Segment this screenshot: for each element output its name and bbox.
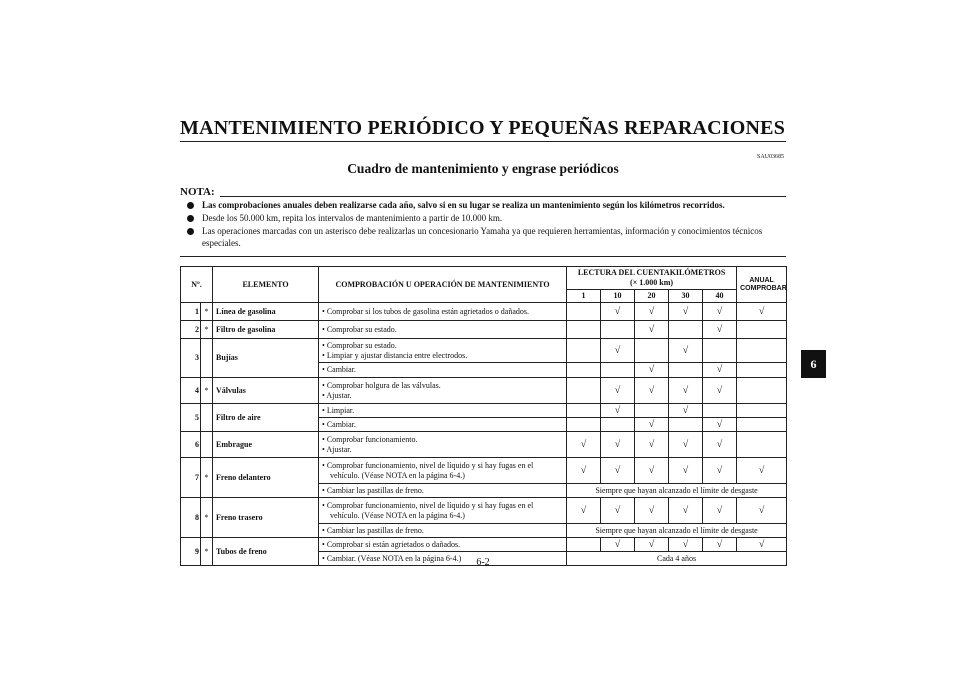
col-header-comprobacion (319, 267, 567, 303)
row-element: Filtro de gasolina (213, 321, 319, 339)
check-cell (669, 321, 703, 339)
nota-bullet (180, 199, 786, 211)
check-mark: √ (635, 418, 669, 432)
check-cell (669, 363, 703, 378)
check-mark: √ (601, 432, 635, 458)
check-mark: √ (669, 538, 703, 552)
nota-bullet-text: Las comprobaciones anuales deben realizarse cada año, salvo si en su lugar se realiza un mantenimiento según los kilómetros recorridos. (202, 200, 725, 210)
row-operation (319, 432, 567, 458)
row-operation: • Comprobar si están agrietados o dañados. (319, 538, 567, 552)
check-cell (567, 404, 601, 418)
check-cell (635, 339, 669, 363)
check-mark: √ (635, 303, 669, 321)
nota-bullets (180, 199, 786, 250)
row-number: 4 (181, 378, 201, 404)
page-number: 6-2 (476, 557, 490, 568)
asterisk-mark: * (201, 321, 213, 339)
row-operation (319, 378, 567, 404)
row-operation: • Comprobar si los tubos de gasolina están agrietados o dañados. (319, 303, 567, 321)
check-cell (737, 418, 787, 432)
check-cell (567, 378, 601, 404)
col-header-lectura-text: LECTURA DEL CUENTAKILÓMETROS (577, 268, 726, 277)
check-mark: √ (703, 538, 737, 552)
row-operation (319, 498, 567, 524)
row-number: 6 (181, 432, 201, 458)
check-mark: √ (635, 498, 669, 524)
asterisk-mark: * (201, 538, 213, 566)
nota-bullet (180, 212, 786, 224)
check-mark: √ (703, 498, 737, 524)
row-element: Freno trasero (213, 498, 319, 538)
row-element: Válvulas (213, 378, 319, 404)
row-operation: • Cambiar las pastillas de freno. (319, 524, 567, 538)
check-cell (601, 321, 635, 339)
check-cell (601, 418, 635, 432)
operation-line: vehículo. (Véase NOTA en la página 6-4.) (330, 470, 465, 480)
check-cell (567, 538, 601, 552)
nota-rule (220, 196, 786, 197)
col-header-elemento: ELEMENTO (213, 267, 319, 303)
page-header-title: MANTENIMIENTO PERIÓDICO Y PEQUEÑAS REPARACIONES (180, 117, 786, 139)
row-number: 3 (181, 339, 201, 378)
check-mark: √ (635, 363, 669, 378)
check-mark: √ (669, 378, 703, 404)
check-cell (737, 432, 787, 458)
table-row (181, 404, 787, 418)
col-header-lectura-unit: (× 1.000 km) (630, 278, 674, 287)
operation-line: • Limpiar y ajustar distancia entre electrodos. (322, 350, 468, 360)
table-row (181, 303, 787, 321)
asterisk-cell (201, 432, 213, 458)
check-mark: √ (601, 378, 635, 404)
check-cell (635, 404, 669, 418)
check-mark: √ (601, 458, 635, 484)
row-element: Freno delantero (213, 458, 319, 498)
table-row (181, 321, 787, 339)
check-mark: √ (669, 303, 703, 321)
table-row (181, 432, 787, 458)
col-header-lectura (567, 267, 737, 290)
chapter-tab: 6 (801, 350, 826, 378)
check-cell (567, 321, 601, 339)
check-mark: √ (601, 498, 635, 524)
check-mark: √ (669, 339, 703, 363)
col-header-comprobacion-text: COMPROBACIÓN U OPERACIÓN DE MANTENIMIENTO (335, 279, 550, 289)
check-mark: √ (601, 303, 635, 321)
col-header-km: 10 (601, 290, 635, 303)
nota-bullet-text: Desde los 50.000 km, repita los intervalos de mantenimiento a partir de 10.000 km. (202, 213, 503, 223)
check-cell (703, 404, 737, 418)
table-row (181, 458, 787, 484)
check-cell (737, 404, 787, 418)
asterisk-cell (201, 404, 213, 432)
row-operation: • Cambiar. (319, 418, 567, 432)
col-header-km: 20 (635, 290, 669, 303)
operation-line: • Comprobar funcionamiento, nivel de líquido y si hay fugas en el (322, 460, 534, 470)
check-cell (703, 339, 737, 363)
row-number: 5 (181, 404, 201, 432)
col-header-anual: ANUAL COMPROBAR (737, 267, 787, 303)
row-operation (319, 458, 567, 484)
section-title: Cuadro de mantenimiento y engrase periódicos (347, 161, 619, 176)
check-mark: √ (737, 303, 787, 321)
row-operation: • Cambiar las pastillas de freno. (319, 484, 567, 498)
col-header-km: 30 (669, 290, 703, 303)
row-element: Tubos de freno (213, 538, 319, 566)
check-mark: √ (737, 458, 787, 484)
check-mark: √ (635, 378, 669, 404)
row-element: Línea de gasolina (213, 303, 319, 321)
row-operation: • Cambiar. (Véase NOTA en la página 6-4.) (319, 552, 567, 566)
row-operation: • Cambiar. (319, 363, 567, 378)
row-number: 2 (181, 321, 201, 339)
row-number: 7 (181, 458, 201, 498)
asterisk-mark: * (201, 458, 213, 498)
nota-bullet (180, 225, 786, 249)
check-mark: √ (635, 538, 669, 552)
check-cell (601, 363, 635, 378)
check-mark: √ (703, 303, 737, 321)
check-mark: √ (567, 432, 601, 458)
section-code: SAU03685 (756, 154, 784, 160)
check-mark: √ (567, 498, 601, 524)
check-mark: √ (703, 432, 737, 458)
check-mark: √ (669, 404, 703, 418)
nota-heading (180, 186, 786, 200)
asterisk-cell (201, 339, 213, 378)
check-cell (567, 418, 601, 432)
col-header-km: 1 (567, 290, 601, 303)
interval-note: Cada 4 años (567, 552, 787, 566)
check-cell (737, 378, 787, 404)
table-row (181, 538, 787, 552)
check-cell (737, 321, 787, 339)
check-mark: √ (703, 321, 737, 339)
bullet-dot-icon (187, 215, 194, 222)
check-mark: √ (567, 458, 601, 484)
check-mark: √ (635, 458, 669, 484)
operation-line: • Comprobar funcionamiento. (322, 434, 418, 444)
operation-line: • Comprobar su estado. (322, 340, 397, 350)
asterisk-mark: * (201, 303, 213, 321)
row-operation: • Limpiar. (319, 404, 567, 418)
row-element: Bujías (213, 339, 319, 378)
bullet-dot-icon (187, 202, 194, 209)
row-element: Embrague (213, 432, 319, 458)
check-mark: √ (635, 321, 669, 339)
check-cell (669, 418, 703, 432)
table-row (181, 498, 787, 524)
check-mark: √ (703, 458, 737, 484)
check-cell (737, 339, 787, 363)
asterisk-mark: * (201, 378, 213, 404)
check-mark: √ (737, 538, 787, 552)
check-mark: √ (703, 363, 737, 378)
check-mark: √ (601, 404, 635, 418)
check-mark: √ (601, 339, 635, 363)
row-operation: • Comprobar su estado. (319, 321, 567, 339)
row-operation (319, 339, 567, 363)
row-number: 9 (181, 538, 201, 566)
check-mark: √ (669, 498, 703, 524)
row-number: 1 (181, 303, 201, 321)
check-mark: √ (737, 498, 787, 524)
check-mark: √ (703, 418, 737, 432)
operation-line: • Ajustar. (322, 390, 352, 400)
check-cell (567, 339, 601, 363)
row-element: Filtro de aire (213, 404, 319, 432)
operation-line: • Comprobar holgura de las válvulas. (322, 380, 441, 390)
asterisk-mark: * (201, 498, 213, 538)
table-row (181, 339, 787, 363)
check-cell (737, 363, 787, 378)
check-cell (567, 303, 601, 321)
check-mark: √ (635, 432, 669, 458)
table-row (181, 378, 787, 404)
check-cell (567, 363, 601, 378)
bullet-dot-icon (187, 228, 194, 235)
check-mark: √ (669, 458, 703, 484)
operation-line: • Comprobar funcionamiento, nivel de líquido y si hay fugas en el (322, 500, 534, 510)
col-header-km: 40 (703, 290, 737, 303)
wear-limit-note: Siempre que hayan alcanzado el límite de desgaste (567, 484, 787, 498)
nota-label: NOTA: (180, 186, 215, 198)
nota-bullet-text: Las operaciones marcadas con un asterisco debe realizarlas un concesionario Yamaha ya que requieren herramientas, información y conocimientos técnicos especiales. (202, 226, 763, 248)
col-header-no: Nº. (181, 267, 213, 303)
nota-end-rule (180, 256, 786, 257)
header-row (181, 267, 787, 290)
operation-line: • Ajustar. (322, 444, 352, 454)
check-mark: √ (601, 538, 635, 552)
maintenance-table (180, 266, 787, 566)
wear-limit-note: Siempre que hayan alcanzado el límite de desgaste (567, 524, 787, 538)
header-rule (180, 141, 786, 142)
row-number: 8 (181, 498, 201, 538)
check-mark: √ (703, 378, 737, 404)
operation-line: vehículo. (Véase NOTA en la página 6-4.) (330, 510, 465, 520)
check-mark: √ (669, 432, 703, 458)
